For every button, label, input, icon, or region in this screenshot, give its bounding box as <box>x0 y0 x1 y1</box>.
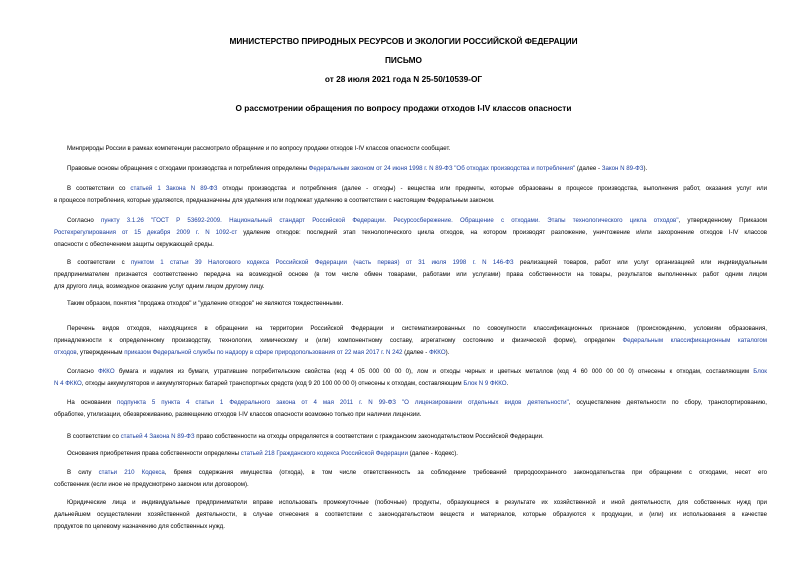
document-link[interactable]: Федеральным законом от 24 июня 1998 г. N 89-ФЗ "Об отходах производства и потребления" <box>308 165 576 172</box>
body-paragraph <box>54 257 767 293</box>
body-paragraph <box>54 467 767 491</box>
paragraph-text: собственник (если иное не предусмотрено законом или договором). <box>54 481 249 488</box>
body-paragraph <box>54 397 767 421</box>
document-link[interactable]: Блок <box>753 368 767 375</box>
paragraph-text: , утвержденным <box>76 349 125 356</box>
document-link[interactable]: пункту 3.1.26 "ГОСТ Р 53692-2009. Национальный стандарт Российской Федерации. Ресурсосбережение. Обращение с отходами. Этапы технологического цикла отходов" <box>101 217 679 224</box>
paragraph-line <box>54 448 767 460</box>
paragraph-line <box>54 298 767 310</box>
paragraph-text: Основания приобретения права собственности определены <box>67 450 241 457</box>
paragraph-line <box>54 239 767 251</box>
paragraph-line <box>54 257 767 269</box>
document-link[interactable]: Федеральным классификационным каталогом <box>622 337 768 344</box>
document-link[interactable]: подпункта 5 пункта 4 статьи 1 Федерального закона от 4 мая 2011 г. N 99-ФЗ "О лицензировании отдельных видов деятельности" <box>117 399 569 406</box>
paragraph-line <box>54 183 767 195</box>
paragraph-line <box>54 409 767 421</box>
paragraph-line <box>54 467 767 479</box>
document-link[interactable]: N 4 ФККО <box>54 380 82 387</box>
paragraph-text: отходы производства и потребления (далее - отходы) - вещества или предметы, которые образованы в процессе производства, выполнения работ, оказания услуг или <box>217 185 767 192</box>
document-link[interactable]: ФККО <box>429 349 446 356</box>
paragraph-text: опасности с обеспечением защиты окружающей среды. <box>54 241 214 248</box>
paragraph-text: Таким образом, понятия "продажа отходов" и "удаление отходов" не являются тождественными. <box>67 300 344 307</box>
paragraph-text: продуктов по целевому назначению для собственных нужд. <box>54 523 225 530</box>
paragraph-text: Правовые основы обращения с отходами производства и потребления определены <box>67 165 309 172</box>
ministry-heading: МИНИСТЕРСТВО ПРИРОДНЫХ РЕСУРСОВ И ЭКОЛОГИИ РОССИЙСКОЙ ФЕДЕРАЦИИ <box>229 36 578 46</box>
paragraph-text: Минприроды России в рамках компетенции рассмотрело обращение и по вопросу продажи отходов I-IV классов опасности сообщает. <box>67 145 451 152</box>
date-and-number: от 28 июля 2021 года N 25-50/10539-ОГ <box>324 74 483 84</box>
paragraph-line <box>54 397 767 409</box>
paragraph-text: (далее - <box>575 165 602 172</box>
paragraph-text: ). <box>445 349 450 356</box>
document-link[interactable]: Закон N 89-ФЗ <box>601 165 644 172</box>
paragraph-text: , бремя содержания имущества (отхода), в том числе ответственность за соблюдение требований природоохранного законодательства при обращении с отходами, несет его <box>164 469 767 476</box>
paragraph-line <box>54 195 767 207</box>
document-link[interactable]: пунктом 1 статьи 39 Налогового кодекса Российской Федерации (часть первая) от 31 июля 1998 г. N 146-ФЗ <box>130 259 514 266</box>
body-paragraph <box>54 215 767 251</box>
paragraph-line <box>54 281 767 293</box>
paragraph-text: бумага и изделия из бумаги, утратившие потребительские свойства (код 4 05 000 00 00 0), лом и отходы черных и цветных металлов (код 4 60 000 00 00 0) отнесены к отходам, составляющим <box>114 368 754 375</box>
paragraph-text: реализацией товаров, работ или услуг организацией или индивидуальным <box>513 259 767 266</box>
paragraph-line <box>54 227 767 239</box>
paragraph-line <box>54 431 767 443</box>
paragraph-line <box>54 269 767 281</box>
document-type: ПИСЬМО <box>384 55 423 65</box>
paragraph-line <box>54 163 767 175</box>
body-paragraph <box>54 448 767 460</box>
body-paragraph <box>54 298 767 310</box>
paragraph-line <box>54 378 767 390</box>
paragraph-text: В соответствии со <box>67 185 131 192</box>
body-paragraph <box>54 366 767 390</box>
paragraph-text: обработке, утилизации, обезвреживанию, размещению отходов I-IV классов опасности возможно только при наличии лицензии. <box>54 411 422 418</box>
paragraph-line <box>54 509 767 521</box>
paragraph-line <box>54 335 767 347</box>
paragraph-line <box>54 521 767 533</box>
paragraph-text: для другого лица, возмездное оказание услуг одним лицом другому лицу. <box>54 283 265 290</box>
paragraph-line <box>54 323 767 335</box>
paragraph-text: предпринимателем признается соответственно передача на возмездной основе (в том числе обмен товарами, работами или услугами) права собственности на товары, результатов выполненных работ одним лицом <box>54 271 767 278</box>
paragraph-line <box>54 143 767 155</box>
paragraph-text: В силу <box>67 469 99 476</box>
paragraph-text: . <box>506 380 509 387</box>
document-link[interactable]: статьей 218 Гражданского кодекса Российской Федерации <box>240 450 408 457</box>
paragraph-text: На основании <box>67 399 117 406</box>
paragraph-text: ). <box>643 165 648 172</box>
document-link[interactable]: ФККО <box>98 368 115 375</box>
document-link[interactable]: отходов <box>54 349 77 356</box>
paragraph-line <box>54 497 767 509</box>
paragraph-text: Юридические лица и индивидуальные предприниматели вправе использовать промежуточные (побочные) продукты, образующиеся в результате их хозяйственной и иной деятельности, для собственных нужд при <box>67 499 767 506</box>
letter-subject: О рассмотрении обращения по вопросу продажи отходов I-IV классов опасности <box>235 103 572 113</box>
paragraph-line <box>54 347 767 359</box>
body-paragraph <box>54 323 767 359</box>
document-link[interactable]: Блок N 9 ФККО <box>463 380 507 387</box>
document-link[interactable]: статьей 1 Закона N 89-ФЗ <box>130 185 218 192</box>
paragraph-text: (далее - <box>402 349 430 356</box>
paragraph-text: удаление отходов: последний этап технологического цикла отходов, на котором производят разложение, уничтожение и/или захоронение отходов I-IV классов <box>237 229 767 236</box>
paragraph-line <box>54 215 767 227</box>
paragraph-text: , осуществление деятельности по сбору, транспортированию, <box>568 399 767 406</box>
body-paragraph <box>54 143 767 155</box>
body-paragraph <box>54 163 767 175</box>
paragraph-text: Согласно <box>67 217 102 224</box>
document-link[interactable]: приказом Федеральной службы по надзору в сфере природопользования от 22 мая 2017 г. N 242 <box>124 349 403 356</box>
paragraph-text: В соответствии со <box>67 433 121 440</box>
body-paragraph <box>54 497 767 533</box>
document-link[interactable]: статьи 210 Кодекса <box>98 469 165 476</box>
document-link[interactable]: статьей 4 Закона N 89-ФЗ <box>120 433 195 440</box>
paragraph-text: Перечень видов отходов, находящихся в обращении на территории Российской Федерации и систематизированных по совокупности классификационных признаков (происхождению, условиям образования, <box>67 325 767 332</box>
paragraph-text: , отходы аккумуляторов и аккумуляторных батарей транспортных средств (код 9 20 100 00 00 0) отнесены к отходам, составляющим <box>81 380 464 387</box>
paragraph-text: , утвержденному Приказом <box>678 217 767 224</box>
paragraph-text: в процессе потребления, которые удаляются, предназначены для удаления или подлежат удалению в соответствии с настоящим Федеральным законом. <box>54 197 495 204</box>
paragraph-text: В соответствии с <box>67 259 131 266</box>
paragraph-text: дальнейшем осуществлении хозяйственной деятельности, в случае отнесения в соответствии с законодательством веществ и материалов, которые образуются к продукции, и (или) их использования в качестве <box>54 511 767 518</box>
paragraph-text: принадлежности к определенному производству, технологии, химическому и (или) компонентному составу, агрегатному состоянию и физической форме), определен <box>54 337 623 344</box>
paragraph-text: (далее - Кодекс). <box>407 450 458 457</box>
paragraph-text: право собственности на отходы определяется в соответствии с гражданским законодательством Российской Федерации. <box>194 433 544 440</box>
paragraph-text: Согласно <box>67 368 99 375</box>
body-paragraph <box>54 183 767 207</box>
body-paragraph <box>54 431 767 443</box>
document-link[interactable]: Ростехрегулирования от 15 декабря 2009 г. N 1092-ст <box>54 229 238 236</box>
paragraph-line <box>54 366 767 378</box>
paragraph-line <box>54 479 767 491</box>
